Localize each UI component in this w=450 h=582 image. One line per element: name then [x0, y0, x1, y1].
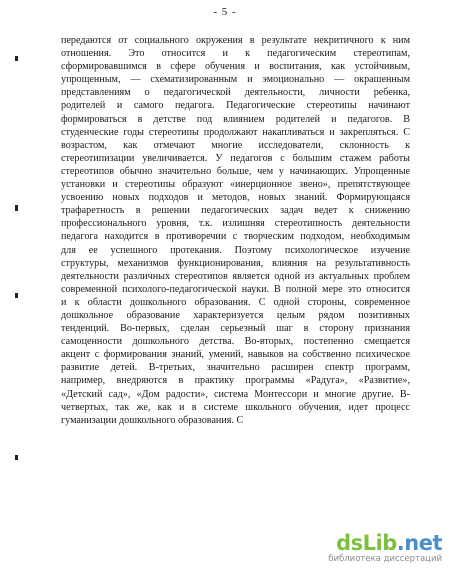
text-line: трафаретность в решении педагогических задач ведет к снижению	[61, 205, 410, 217]
logo-part1: dsLib	[336, 531, 397, 555]
text-line: студенческие годы стереотипы продолжают накапливаться и закрепляться. С	[61, 126, 410, 138]
text-line: передаются от социального окружения в результате некритичного к ним	[61, 35, 410, 46]
text-line: сформировавшимся в сфере обучения и воспитания, как устойчивым,	[61, 61, 410, 73]
text-line: усвоению новых подходов и методов, новых знаний. Формирующаяся	[61, 192, 410, 204]
text-line: стереотипизации увеличивается. У педагогов с большим стажем работы	[61, 152, 410, 164]
text-line: тенденций. Во-первых, сделан серьезный шаг в сторону признания	[61, 323, 410, 335]
watermark-subtitle: библиотека диссертаций	[328, 554, 442, 564]
text-line: формироваться в детстве под влиянием родителей и педагогов. В	[61, 113, 410, 125]
text-line: возрастом, как отмечают многие исследователи, склонность к	[61, 139, 410, 151]
text-line: «Детский сад», «Дом радости», система Монтессори и многие другие. В-	[61, 388, 410, 400]
text-line: и к области дошкольного образования. С одной стороны, современное	[61, 296, 410, 308]
text-line: самоценности дошкольного детства. Во-вторых, постепенно смещается	[61, 336, 410, 348]
margin-mark	[15, 293, 18, 298]
text-line: дошкольное образование характеризуется целым рядом позитивных	[61, 309, 410, 321]
body-text	[61, 34, 410, 427]
text-line: современной психолого-педагогической науки. В полной мере это относится	[61, 283, 410, 295]
text-line: стереотипов обычно значительно больше, чем у начинающих. Упрощенные	[61, 165, 410, 177]
text-line: профессионального уровня, т.к. излишняя стереотипность деятельности	[61, 218, 410, 230]
text-line: структуры, механизмов функционирования, влияния на результативность	[61, 257, 410, 269]
margin-mark	[15, 56, 18, 61]
text-line: отношения. Это относится и к педагогическим стереотипам,	[61, 48, 410, 60]
margin-mark	[15, 205, 18, 211]
text-line: установки и стереотипы образуют «инерционное звено», препятствующее	[61, 179, 410, 191]
page-number: - 5 -	[213, 6, 237, 18]
text-line: развитие детей. В-третьих, значительно расширен спектр программ,	[61, 362, 410, 374]
dslib-logo	[324, 532, 442, 554]
text-line: родителей и самого педагога. Педагогические стереотипы начинают	[61, 100, 410, 112]
text-line: упрощенным, — схематизированным и эмоционально — окрашенным	[61, 74, 410, 86]
text-line: например, внедряются в практику программы «Радуга», «Развитие»,	[61, 375, 410, 387]
text-line: гуманизации дошкольного образования. С	[61, 414, 244, 426]
text-line: для ее успешного протекания. Поэтому психологическое изучение	[61, 244, 410, 256]
dslib-watermark	[324, 532, 442, 572]
text-line: педагога находится в противоречии с творческим подходом, необходимым	[61, 231, 410, 243]
text-line: четвертых, так же, как и в системе школьного обучения, идет процесс	[61, 401, 410, 413]
text-line: представлениям о педагогической деятельности, личности ребенка,	[61, 87, 410, 99]
text-line: деятельности различных стереотипов является одной из актуальных проблем	[61, 270, 410, 282]
logo-part2: .net	[396, 531, 442, 555]
text-line: акцент с формирования знаний, умений, навыков на собственно психическое	[61, 349, 410, 361]
margin-mark	[15, 455, 18, 460]
